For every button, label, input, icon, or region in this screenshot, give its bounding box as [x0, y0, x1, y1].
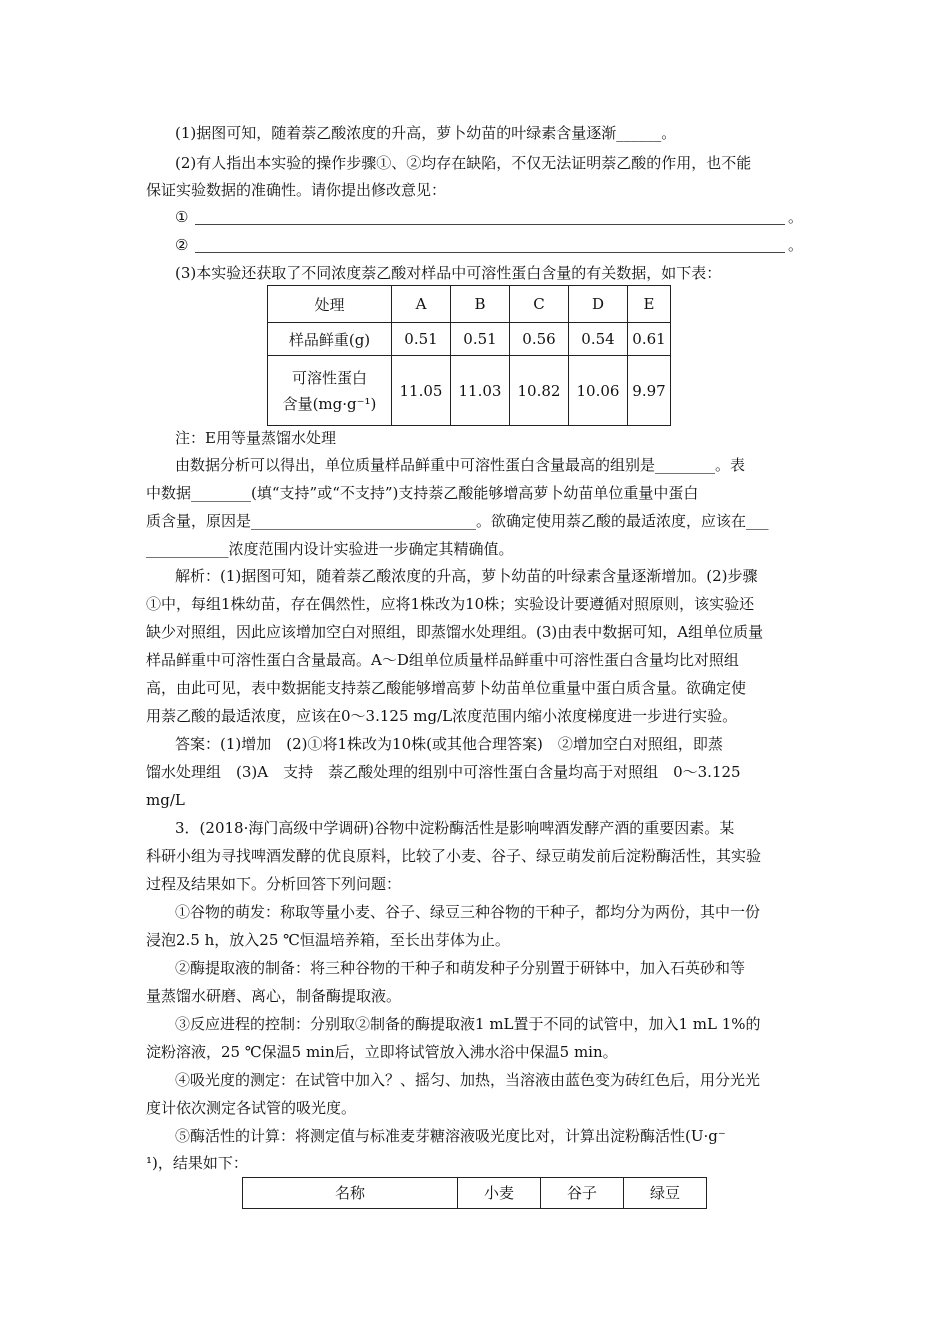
question-3-line: 3．(2018·海门高级中学调研)谷物中淀粉酶活性是影响啤酒发酵产酒的重要因素。某: [175, 819, 735, 837]
question-2-line1: (2)有人指出本实验的操作步骤①、②均存在缺陷，不仅无法证明萘乙酸的作用，也不能: [175, 154, 752, 172]
table-cell: 9.97: [628, 356, 671, 426]
table-cell: 11.03: [451, 356, 510, 426]
step-line: 度计依次测定各试管的吸光度。: [146, 1099, 357, 1117]
table-header-row: [268, 286, 671, 323]
enzyme-activity-table: [242, 1177, 707, 1209]
step-line: ¹)，结果如下：: [146, 1154, 248, 1172]
question-2-line2: 保证实验数据的准确性。请你提出修改意见：: [146, 181, 447, 199]
answer-line: 答案：(1)增加 (2)①将1株改为10株(或其他合理答案) ②增加空白对照组，即蒸: [175, 735, 723, 753]
table-header-cell: D: [569, 286, 628, 323]
table-note: 注：E用等量蒸馏水处理: [175, 429, 336, 447]
answer-blank-2[interactable]: [195, 238, 785, 253]
question-3-line: 过程及结果如下。分析回答下列问题：: [146, 875, 402, 893]
table-row: [268, 356, 671, 426]
analysis-line: 解析：(1)据图可知，随着萘乙酸浓度的升高，萝卜幼苗的叶绿素含量逐渐增加。(2)步骤: [175, 567, 758, 585]
analysis-line: 高，由此可见，表中数据能支持萘乙酸能够增高萝卜幼苗单位重量中蛋白质含量。欲确定使: [146, 679, 747, 697]
analysis-line: 缺少对照组，因此应该增加空白对照组，即蒸馏水处理组。(3)由表中数据可知，A组单位质量: [146, 623, 764, 641]
table-header-cell: A: [392, 286, 451, 323]
blank-1-marker: ①: [175, 208, 189, 226]
table-header-cell: 谷子: [541, 1178, 624, 1209]
step-line: ②酶提取液的制备：将三种谷物的干种子和萌发种子分别置于研钵中，加入石英砂和等: [175, 959, 746, 977]
table-row: [268, 323, 671, 356]
paragraph-line: 由数据分析可以得出，单位质量样品鲜重中可溶性蛋白含量最高的组别是________。表: [175, 456, 746, 474]
analysis-line: 样品鲜重中可溶性蛋白含量最高。A～D组单位质量样品鲜重中可溶性蛋白含量均比对照组: [146, 651, 739, 669]
analysis-line: ①中，每组1株幼苗，存在偶然性，应将1株改为10株；实验设计要遵循对照原则，该实验还: [146, 595, 755, 613]
table-header-cell: C: [510, 286, 569, 323]
table-header-cell: E: [628, 286, 671, 323]
table-header-cell: 名称: [243, 1178, 458, 1209]
table-cell: 0.51: [451, 323, 510, 356]
blank-2-end: 。: [788, 236, 804, 254]
step-line: ⑤酶活性的计算：将测定值与标准麦芽糖溶液吸光度比对，计算出淀粉酶活性(U·g⁻: [175, 1127, 726, 1145]
table-cell: 0.51: [392, 323, 451, 356]
step-line: ④吸光度的测定：在试管中加入？、摇匀、加热，当溶液由蓝色变为砖红色后，用分光光: [175, 1071, 761, 1089]
table-cell: 10.06: [569, 356, 628, 426]
table-row-label: [268, 356, 392, 426]
table-header-cell: 处理: [268, 286, 392, 323]
row-label-line2: 含量(mg·g⁻¹): [282, 394, 377, 413]
blank-2-marker: ②: [175, 236, 189, 254]
table-cell: 0.56: [510, 323, 569, 356]
step-line: ①谷物的萌发：称取等量小麦、谷子、绿豆三种谷物的干种子，都均分为两份，其中一份: [175, 903, 761, 921]
table-header-cell: 小麦: [458, 1178, 541, 1209]
table-cell: 11.05: [392, 356, 451, 426]
blank-1-end: 。: [788, 208, 804, 226]
table-header-cell: 绿豆: [624, 1178, 707, 1209]
step-line: ③反应进程的控制：分别取②制备的酶提取液1 mL置于不同的试管中，加入1 mL 1%的: [175, 1015, 761, 1033]
row-label-line1: 可溶性蛋白: [291, 368, 367, 387]
paragraph-line: 质含量，原因是______________________________。欲确定使用萘乙酸的最适浓度，应该在___: [146, 512, 769, 530]
step-line: 浸泡2.5 h，放入25 ℃恒温培养箱，至长出芽体为止。: [146, 931, 510, 949]
question-1: (1)据图可知，随着萘乙酸浓度的升高，萝卜幼苗的叶绿素含量逐渐______。: [175, 124, 677, 142]
step-line: 淀粉溶液，25 ℃保温5 min后，立即将试管放入沸水浴中保温5 min。: [146, 1043, 618, 1061]
table-row-label: 样品鲜重(g): [268, 323, 392, 356]
table-header-row: [243, 1178, 707, 1209]
answer-line: mg/L: [146, 791, 185, 809]
paragraph-line: 中数据________(填“支持”或“不支持”)支持萘乙酸能够增高萝卜幼苗单位重量中蛋白: [146, 484, 699, 502]
answer-line: 馏水处理组 (3)A 支持 萘乙酸处理的组别中可溶性蛋白含量均高于对照组 0～3.125: [146, 763, 741, 781]
protein-data-table: [267, 285, 671, 426]
answer-blank-1[interactable]: [195, 210, 785, 225]
table-cell: 0.54: [569, 323, 628, 356]
analysis-line: 用萘乙酸的最适浓度，应该在0～3.125 mg/L浓度范围内缩小浓度梯度进一步进行实验。: [146, 707, 738, 725]
paragraph-line: ___________浓度范围内设计实验进一步确定其精确值。: [146, 540, 514, 558]
question-3-intro: (3)本实验还获取了不同浓度萘乙酸对样品中可溶性蛋白含量的有关数据，如下表：: [175, 264, 722, 282]
step-line: 量蒸馏水研磨、离心，制备酶提取液。: [146, 987, 402, 1005]
question-3-line: 科研小组为寻找啤酒发酵的优良原料，比较了小麦、谷子、绿豆萌发前后淀粉酶活性，其实验: [146, 847, 762, 865]
table-header-cell: B: [451, 286, 510, 323]
table-cell: 10.82: [510, 356, 569, 426]
table-cell: 0.61: [628, 323, 671, 356]
